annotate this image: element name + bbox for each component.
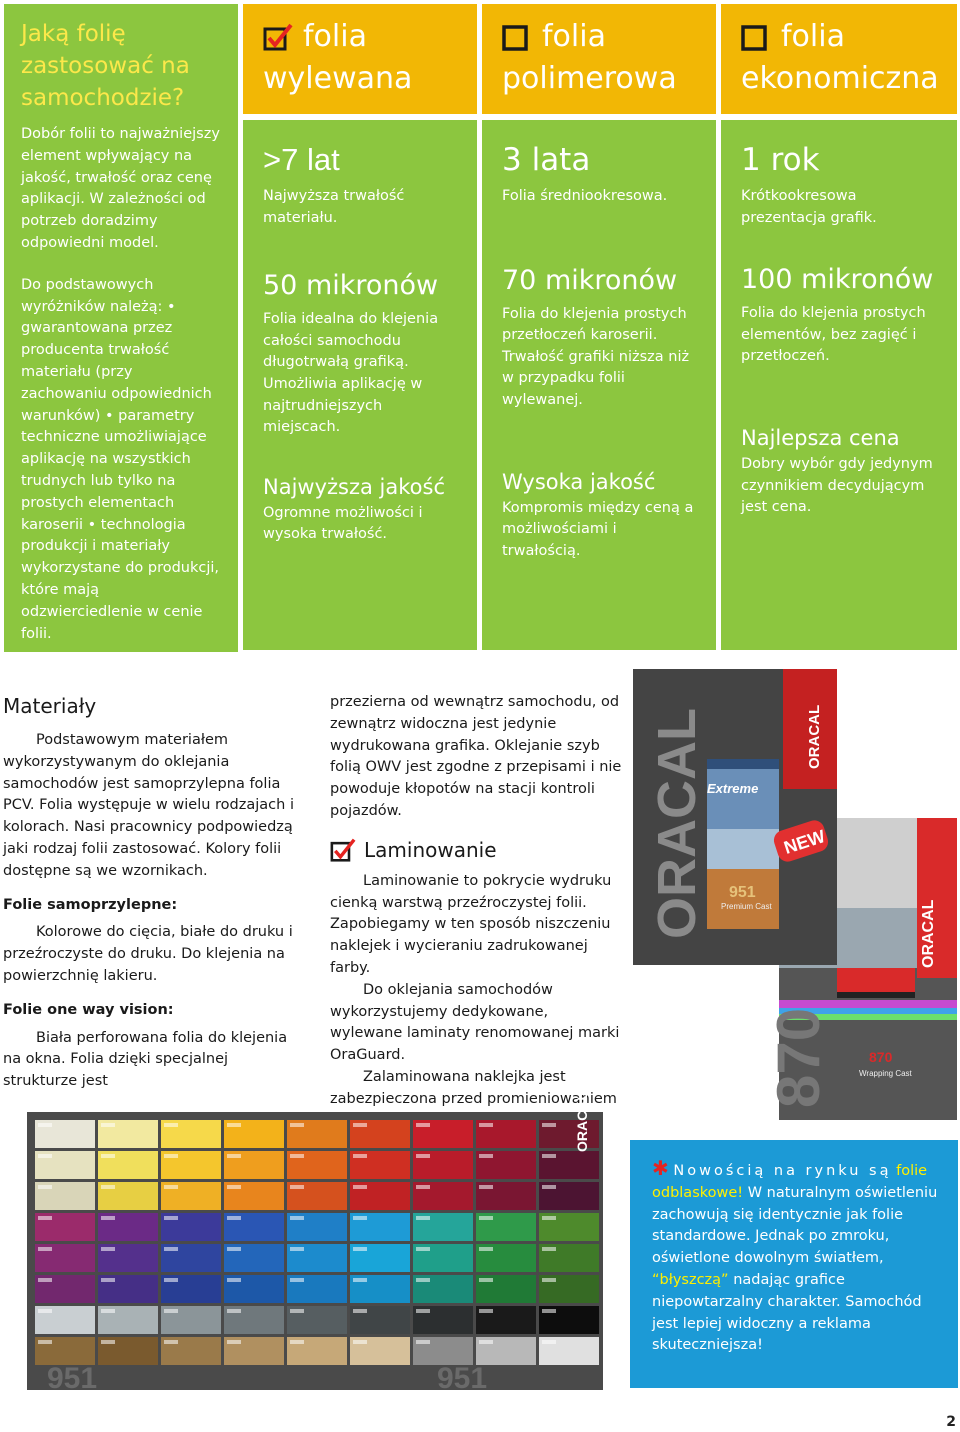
col1-quality: Najwyższa jakość [263, 474, 445, 499]
bluebox-highlight-1: folie odblaskowe! [652, 1163, 928, 1201]
catalog-951-image [633, 669, 837, 965]
col1-thickness: 50 mikronów [263, 270, 439, 302]
catalog-870-series: 870 [869, 1049, 893, 1065]
self-adhesive-text: Kolorowe do cięcia, białe do druku i przeźroczyste do druku. Do klejenia na powierzchnię lakieru. [3, 924, 293, 984]
col3-lifetime-desc: Krótkookresowa prezentacja grafik. [741, 188, 877, 226]
materials-heading: Materiały [3, 694, 97, 718]
catalog-870-sub: Wrapping Cast [859, 1069, 912, 1078]
col1-word1: folia [303, 19, 367, 54]
catalog-951-sub: Premium Cast [721, 902, 772, 911]
lamination-heading-row [330, 837, 622, 863]
color-swatch-image [27, 1092, 603, 1395]
intro-paragraph-1: Dobór folii to najważniejszy element wpływający na jakość, trwałość oraz cenę aplikacji. W zależności od potrzeb doradzimy odpowiedni model. [21, 126, 220, 251]
oneway-text: Biała perforowana folia do klejenia na okna. Folia dzięki specjalnej strukturze jest [3, 1029, 288, 1090]
col3-thickness: 100 mikronów [741, 264, 934, 296]
bluebox-highlight-2: “błyszczą” [652, 1271, 729, 1288]
col1-lifetime: >7 lat [263, 142, 340, 177]
col2-lifetime-desc: Folia średniookresowa. [502, 188, 668, 204]
asterisk-icon: ✱ [652, 1156, 669, 1180]
lamination-p1: Laminowanie to pokrycie wydruku cienką warstwą przeźroczystej folii. Zapobiegamy w ten sposób niszczeniu naklejek i wycieraniu zadrukowanej farby. [330, 872, 612, 976]
col1-lifetime-desc: Najwyższa trwałość materiału. [263, 188, 405, 226]
col2-lifetime: 3 lata [502, 142, 591, 178]
col3-header [721, 4, 957, 114]
catalog-951-series: 951 [729, 884, 756, 901]
col2-word1: folia [542, 19, 606, 54]
checkbox-empty-icon [502, 23, 532, 51]
materials-text: Podstawowym materiałem wykorzystywanym do oklejania samochodów jest samoprzylepna folia PCV. Folia występuje w wielu rodzajach i kolorach. Nasi pracownicy podpowiedzą jaki rodzaj folii zastosować. Kolory folii dostępne są we wzornikach. [3, 732, 294, 879]
intro-panel [4, 4, 238, 652]
oneway-text-continued: przezierna od wewnątrz samochodu, od zewnątrz widoczna jest jedynie wydrukowana grafika. Oklejanie szyb folią OWV jest zgodne z przepisami i nie powoduje kłopotów na stacji kontroli pojazdów. [330, 694, 622, 819]
checkbox-checked-icon [330, 838, 356, 862]
intro-title: Jaką folię zastosować na samochodzie? [21, 21, 190, 111]
bluebox-lead: Nowością na rynku są [673, 1163, 892, 1179]
catalog-951-product: Extreme [707, 781, 759, 796]
lamination-heading: Laminowanie [364, 837, 497, 862]
article-left [3, 692, 303, 1093]
catalog-951-badge: NEW [781, 825, 828, 858]
intro-paragraph-2: Do podstawowych wyróżników należą: • gwarantowana przez producenta trwałość materiału (przy zachowaniu odpowiednich warunków) • parametry techniczne umożliwiające aplikację na wszystkich trudnych lub tylko na prostych elementach karoserii • technologia produkcji i materiały wykorzystane do produkcji, które mają odzwierciedlenie w cenie folii. [21, 276, 220, 642]
swatch-brand: ORACAL [574, 1092, 590, 1152]
col2-word2: polimerowa [502, 61, 677, 96]
col2-body [482, 120, 716, 650]
col3-quality-desc: Dobry wybór gdy jedynym czynnikiem decydującym jest cena. [741, 455, 933, 516]
col3-lifetime: 1 rok [741, 142, 820, 178]
col3-thickness-desc: Folia do klejenia prostych elementów, bez zagięć i przetłoczeń. [741, 305, 926, 365]
col1-body [243, 120, 477, 650]
col3-word1: folia [781, 19, 845, 54]
catalog-870-brand: ORACAL [920, 899, 937, 968]
color-swatch-photo [27, 1092, 603, 1395]
bluebox-text-2: nadając grafice niepowtarzalny charakter. Samochód jest lepiej widoczny a reklama skuteczniejsza! [652, 1271, 922, 1354]
reflective-info-box [630, 1140, 958, 1388]
col1-quality-desc: Ogromne możliwości i wysoka trwałość. [263, 504, 423, 543]
page-number: 2 [946, 1414, 956, 1430]
col3-word2: ekonomiczna [741, 61, 939, 96]
oneway-heading: Folie one way vision: [3, 1001, 174, 1018]
catalog-951-photo [633, 669, 837, 965]
catalog-951-brand: ORACAL [647, 708, 707, 939]
col1-header [243, 4, 477, 114]
bluebox-text-1: W naturalnym oświetleniu zachowują się identycznie jak folie standardowe. Jednak po zmroku, oświetlone dowolnym światłem, [652, 1184, 938, 1267]
checkbox-empty-icon [741, 23, 771, 51]
swatch-series-right: 951 [437, 1362, 488, 1395]
catalog-951-brand-small: ORACAL [806, 704, 823, 769]
lamination-p3: Zalaminowana naklejka jest zabezpieczona przed promieniowaniem [330, 1068, 617, 1107]
col2-quality-desc: Kompromis między ceną a możliwościami i trwałością. [502, 499, 694, 559]
article-middle [330, 692, 622, 1132]
swatch-series-left: 951 [47, 1362, 98, 1395]
col1-word2: wylewana [263, 61, 413, 96]
lamination-p2: Do oklejania samochodów wykorzystujemy dedykowane, wylewane laminaty renomowanej marki OraGuard. [330, 981, 620, 1064]
col2-thickness-desc: Folia do klejenia prostych przetłoczeń karoserii. Trwałość grafiki niższa niż w przypadku folii wylewanej. [502, 305, 690, 408]
col2-thickness: 70 mikronów [502, 264, 678, 296]
col2-quality: Wysoka jakość [502, 469, 656, 494]
col3-quality: Najlepsza cena [741, 425, 900, 450]
col2-header [482, 4, 716, 114]
col3-body [721, 120, 957, 650]
svg-text:870: 870 [765, 1007, 832, 1108]
self-adhesive-heading: Folie samoprzylepne: [3, 896, 178, 913]
col1-thickness-desc: Folia idealna do klejenia całości samochodu długotrwałą grafiką. Umożliwia aplikację w najtrudniejszych miejscach. [263, 311, 439, 436]
checkbox-checked-icon [263, 23, 293, 51]
